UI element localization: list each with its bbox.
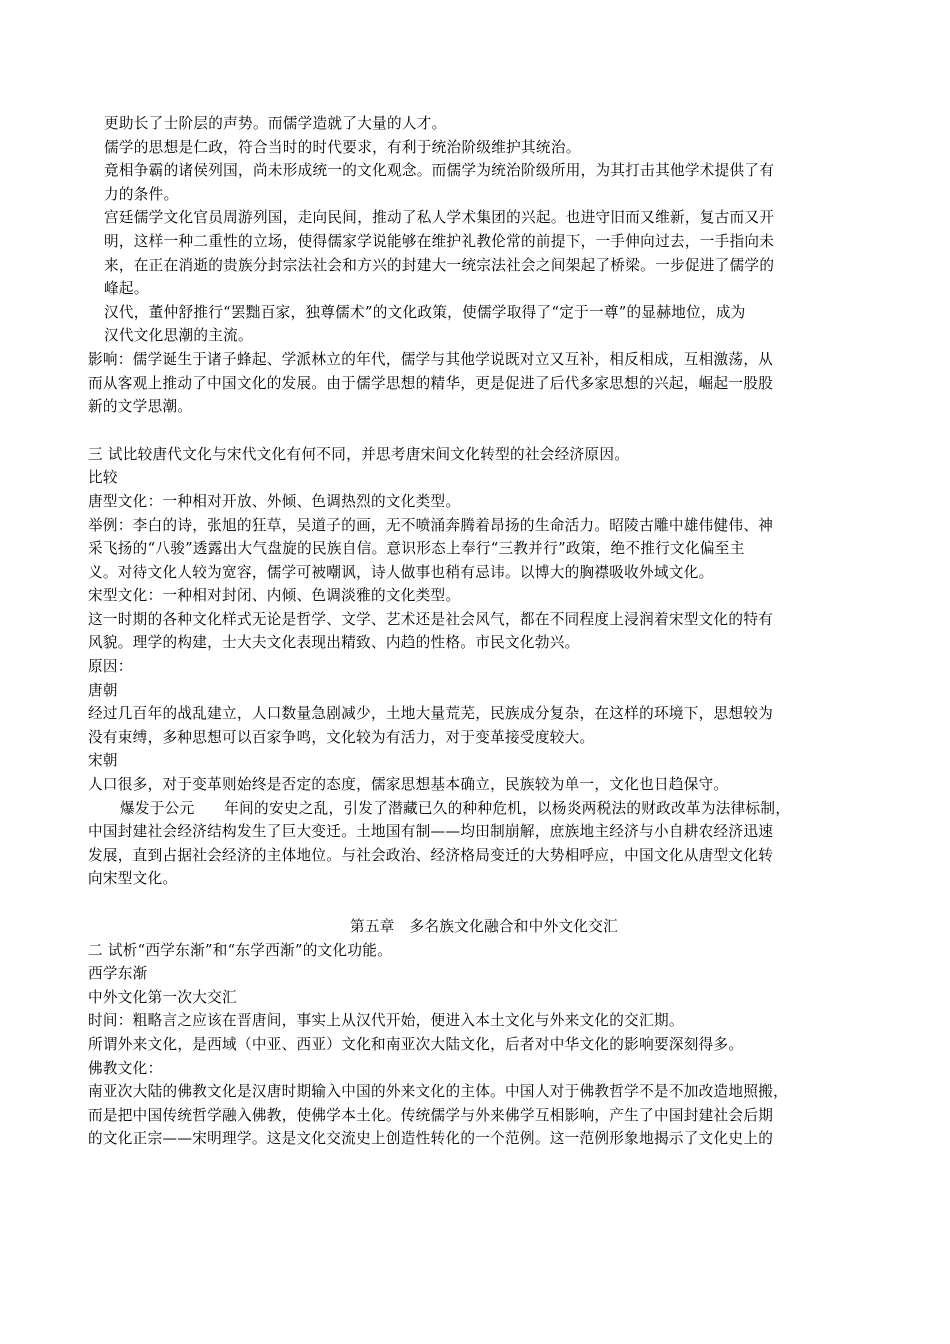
text-line: 没有束缚，多种思想可以百家争鸣，文化较为有活力，对于变革接受度较大。 <box>88 728 595 746</box>
text-line: 唐朝 <box>88 681 118 699</box>
text-line: 爆发于公元 年间的安史之乱，引发了潜藏已久的种种危机，以杨炎两税法的财政改革为法律标制， <box>120 799 791 817</box>
label-tang-dynasty <box>88 679 868 703</box>
text-line: 峰起。 <box>104 280 149 298</box>
chapter-title <box>88 915 868 939</box>
text-line: 发展，直到占据社会经济的主体地位。与社会政治、经济格局变迁的大势相呼应，中国文化从唐型文化转 <box>88 846 774 864</box>
question-tang-song <box>88 443 868 467</box>
paragraph-benevolent-rule <box>88 136 868 160</box>
paragraph-time <box>88 1009 868 1033</box>
text-line: 中外文化第一次大交汇 <box>88 988 237 1006</box>
paragraph-private-academies <box>88 206 868 300</box>
text-line: 的文化正宗——宋明理学。这是文化交流史上创造性转化的一个范例。这一范例形象地揭示了文化史上的 <box>88 1130 774 1148</box>
paragraph-han-dynasty <box>88 301 868 348</box>
paragraph-transition <box>88 797 868 891</box>
text-line: 来，在正在消逝的贵族分封宗法社会和方兴的封建大一统宗法社会之间架起了桥梁。一步促进了儒学的 <box>104 256 775 274</box>
text-line: 佛教文化： <box>88 1059 163 1077</box>
tang-reason <box>88 702 868 749</box>
text-line: 举例：李白的诗，张旭的狂草，吴道子的画，无不喷涌奔腾着昂扬的生命活力。昭陵古雕中雄伟健伟、神 <box>88 516 774 534</box>
text-line: 更助长了士阶层的声势。而儒学造就了大量的人才。 <box>104 115 447 132</box>
text-line: 宋朝 <box>88 752 118 770</box>
document-page <box>88 112 868 1151</box>
text-line: 风貌。理学的构建，士大夫文化表现出精致、内趋的性格。市民文化勃兴。 <box>88 634 580 652</box>
paragraph-spacer <box>88 419 868 443</box>
text-line: 所谓外来文化，是西域（中亚、西亚）文化和南亚次大陆文化，后者对中华文化的影响要深刻得多。 <box>88 1035 744 1053</box>
text-line: 经过几百年的战乱建立，人口数量急剧减少，土地大量荒芜，民族成分复杂，在这样的环境下，思想较为 <box>88 705 774 723</box>
label-reasons <box>88 655 868 679</box>
text-line: 新的文学思潮。 <box>88 398 193 416</box>
text-line: 宫廷儒学文化官员周游列国，走向民间，推动了私人学术集团的兴起。也进守旧而又维新，复古而又开 <box>104 209 775 227</box>
label-first-exchange <box>88 986 868 1010</box>
text-line: 而是把中国传统哲学融入佛教，使佛学本土化。传统儒学与外来佛学互相影响，产生了中国封建社会后期 <box>88 1106 774 1124</box>
text-line: 中国封建社会经济结构发生了巨大变迁。土地国有制——均田制崩解，庶族地主经济与小自耕农经济迅速 <box>88 823 774 841</box>
paragraph-scholar-class <box>88 112 868 136</box>
text-line: 而从客观上推动了中国文化的发展。由于儒学思想的精华，更是促进了后代多家思想的兴起，崛起一股股 <box>88 374 774 392</box>
text-line: 明，这样一种二重性的立场，使得儒家学说能够在维护礼教伦常的前提下，一手伸向过去，一手指向未 <box>104 232 775 250</box>
text-line: 竟相争霸的诸侯列国，尚未形成统一的文化观念。而儒学为统治阶级所用，为其打击其他学术提供了有 <box>104 162 775 180</box>
text-line: 原因： <box>88 658 133 676</box>
text-line: 唐型文化：一种相对开放、外倾、色调热烈的文化类型。 <box>88 492 461 510</box>
text-line: 南亚次大陆的佛教文化是汉唐时期输入中国的外来文化的主体。中国人对于佛教哲学不是不加改造地照搬， <box>88 1083 789 1101</box>
song-reason <box>88 773 868 797</box>
text-line: 力的条件。 <box>104 185 179 203</box>
label-buddhism <box>88 1057 868 1081</box>
text-line: 时间：粗略言之应该在晋唐间，事实上从汉代开始，便进入本土文化与外来文化的交汇期。 <box>88 1012 684 1030</box>
text-line: 第五章 多名族文化融合和中外文化交汇 <box>349 918 619 935</box>
song-culture-definition <box>88 584 868 608</box>
text-line: 汉代文化思潮的主流。 <box>104 327 253 345</box>
label-song-dynasty <box>88 749 868 773</box>
text-line: 三 试比较唐代文化与宋代文化有何不同，并思考唐宋间文化转型的社会经济原因。 <box>88 445 630 463</box>
text-line: 采飞扬的“八骏”透露出大气盘旋的民族自信。意识形态上奉行“三教并行”政策，绝不推行文化偏至主 <box>88 540 745 558</box>
text-line: 比较 <box>88 469 118 487</box>
text-line: 西学东渐 <box>88 965 148 983</box>
paragraph-influence <box>88 348 868 419</box>
text-line: 这一时期的各种文化样式无论是哲学、文学、艺术还是社会风气，都在不同程度上浸润着宋型文化的特有 <box>88 610 774 628</box>
question-cultural-exchange <box>88 939 868 963</box>
text-line: 二 试析“西学东渐”和“东学西渐”的文化功能。 <box>88 941 393 959</box>
paragraph-buddhism <box>88 1080 868 1151</box>
label-west-to-east <box>88 962 868 986</box>
text-line: 人口很多，对于变革则始终是否定的态度，儒家思想基本确立，民族较为单一，文化也日趋保守。 <box>88 776 729 794</box>
label-compare <box>88 466 868 490</box>
tang-culture-examples <box>88 514 868 585</box>
paragraph-foreign-culture <box>88 1033 868 1057</box>
paragraph-warring-states <box>88 159 868 206</box>
text-line: 影响：儒学诞生于诸子蜂起、学派林立的年代，儒学与其他学说既对立又互补，相反相成，互相激荡，从 <box>88 350 774 368</box>
text-line: 宋型文化：一种相对封闭、内倾、色调淡雅的文化类型。 <box>88 587 461 605</box>
tang-culture-definition <box>88 490 868 514</box>
text-line: 向宋型文化。 <box>88 870 178 888</box>
text-line: 儒学的思想是仁政，符合当时的时代要求，有利于统治阶级维护其统治。 <box>104 138 581 156</box>
text-line: 汉代，董仲舒推行“罢黜百家，独尊儒术”的文化政策，使儒学取得了“定于一尊”的显赫地位，成为 <box>104 303 746 321</box>
paragraph-spacer <box>88 891 868 915</box>
text-line: 义。对待文化人较为宽容，儒学可被嘲讽，诗人做事也稍有忌讳。以博大的胸襟吸收外域文化。 <box>88 563 714 581</box>
song-culture-description <box>88 608 868 655</box>
